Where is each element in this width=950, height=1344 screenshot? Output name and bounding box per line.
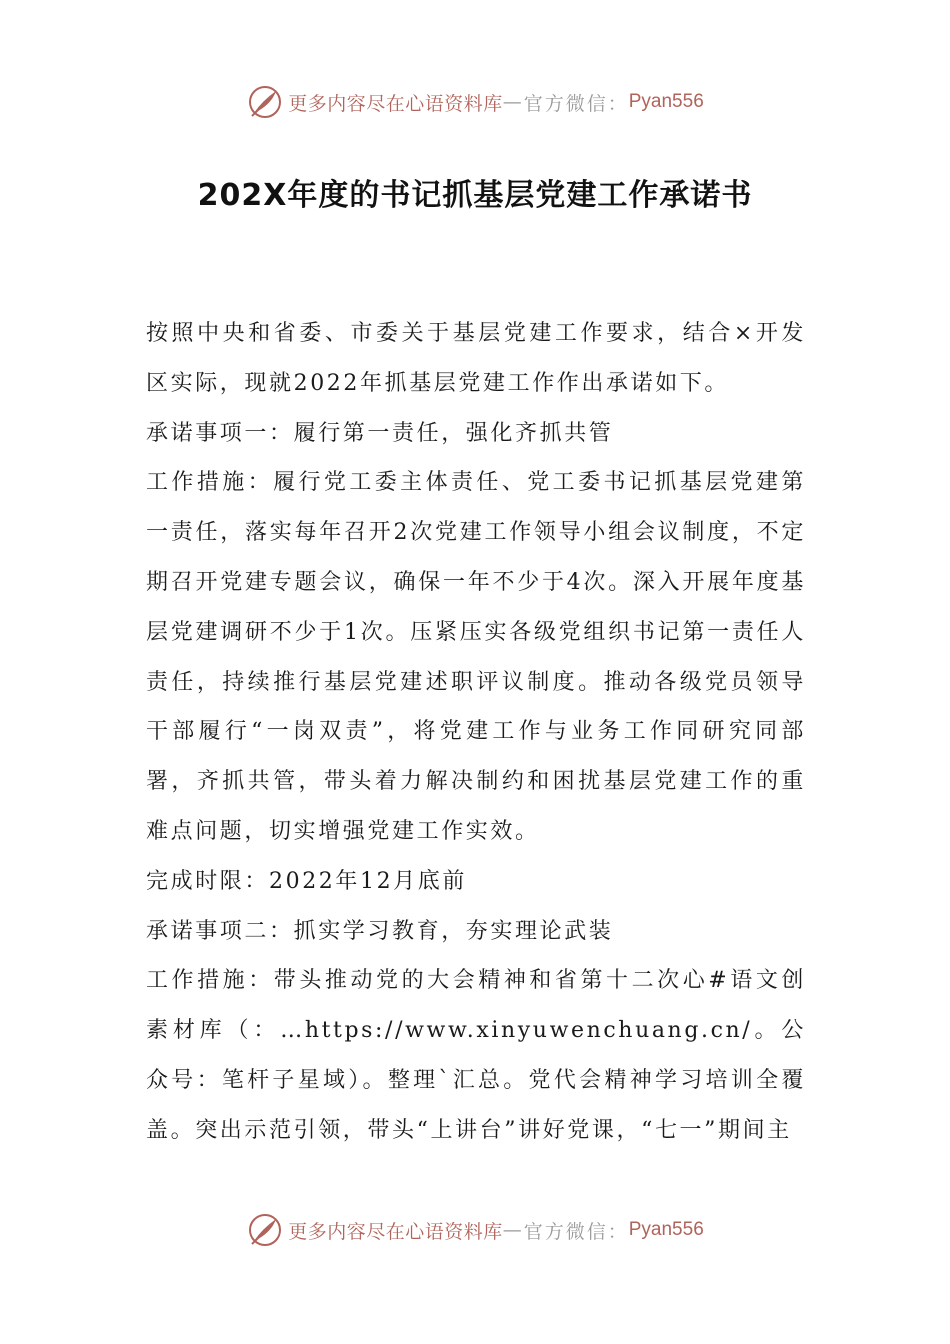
banner-dash: — <box>502 1219 524 1241</box>
document-title: 202X年度的书记抓基层党建工作承诺书 <box>197 178 753 213</box>
banner-wechat-label: 官方微信： <box>523 1220 629 1243</box>
banner-dash: — <box>502 91 524 113</box>
banner-wechat-id: Pyan556 <box>628 1219 704 1240</box>
paragraph-item-one-deadline: 完成时限：2022年12月底前 <box>146 868 467 894</box>
quill-logo-icon <box>246 1211 284 1249</box>
paragraph-item-one-measures: 工作措施：履行党工委主体责任、党工委书记抓基层党建第一责任，落实每年召开2次党建工作领导小组会议制度，不定期召开党建专题会议，确保一年不少于4次。深入开展年度基层党建调研不少于1次。压紧压实各级党组织书记第一责任人责任，持续推行基层党建述职评议制度。推动各级党员领导干部履行“一岗双责”，将党建工作与业务工作同研究同部署，齐抓共管，带头着力解决制约和困扰基层党建工作的重难点问题，切实增强党建工作实效。 <box>146 470 806 844</box>
quill-logo-icon <box>246 83 284 121</box>
banner-text: 更多内容尽在心语资料库 <box>288 1220 503 1243</box>
paragraph-item-one-heading: 承诺事项一：履行第一责任，强化齐抓共管 <box>146 420 614 446</box>
document-body <box>146 309 806 1156</box>
footer-watermark-banner <box>0 1210 950 1250</box>
paragraph-item-two-measures: 工作措施：带头推动党的大会精神和省第十二次心#语文创素材库（：…https://www.xinyuwenchuang.cn/。公众号：笔杆子星域）。整理`汇总。党代会精神学习培训全覆盖。突出示范引领，带头“上讲台”讲好党课，“七一”期间主 <box>146 968 806 1143</box>
banner-wechat-label: 官方微信： <box>523 92 629 115</box>
banner-text: 更多内容尽在心语资料库 <box>288 92 503 115</box>
paragraph-item-two-heading: 承诺事项二：抓实学习教育，夯实理论武装 <box>146 918 614 944</box>
banner-wechat-id: Pyan556 <box>628 91 704 112</box>
header-watermark-banner <box>0 82 950 122</box>
paragraph-intro: 按照中央和省委、市委关于基层党建工作要求，结合×开发区实际，现就2022年抓基层党建工作作出承诺如下。 <box>146 321 806 396</box>
